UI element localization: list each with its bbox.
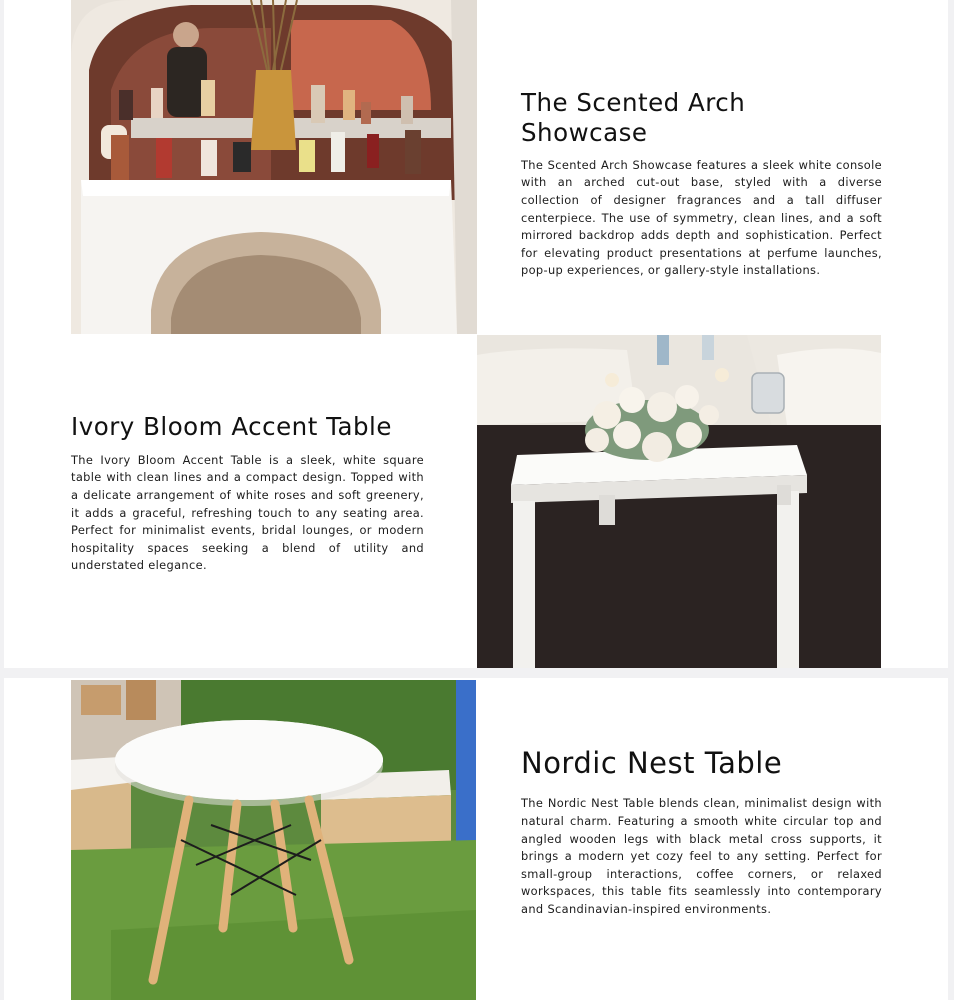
product-description: The Scented Arch Showcase features a sleek white console with an arched cut-out base, styled with a diverse collection of designer fragrances and a tall diffuser centerpiece. The use of symmetry, clean lines, and a soft mirrored backdrop adds depth and sophistication. Perfect for elevating product presentations at perfume launches, pop-up experiences, or gallery-style installations.	[521, 157, 882, 278]
nordic-nest-table-section	[521, 746, 882, 919]
product-description: The Ivory Bloom Accent Table is a sleek, white square table with clean lines and a compact design. Topped with a delicate arrangement of white roses and soft greenery, it adds a graceful, refreshing touch to any seating area. Perfect for minimalist events, bridal lounges, or modern hospitality spaces seeking a blend of utility and understated elegance.	[71, 452, 424, 573]
catalog-page-1	[4, 0, 948, 668]
ivory-bloom-accent-table-photo	[477, 335, 881, 668]
product-description: The Nordic Nest Table blends clean, minimalist design with natural charm. Featuring a smooth white circular top and angled wooden legs with black metal cross supports, it brings a modern yet cozy feel to any setting. Perfect for small-group interactions, coffee corners, or relaxed workspaces, this table fits seamlessly into contemporary and Scandinavian-inspired environments.	[521, 796, 882, 916]
scented-arch-showcase-photo	[71, 0, 477, 334]
nordic-nest-table-photo	[71, 680, 476, 1000]
product-title: Ivory Bloom Accent Table	[71, 412, 392, 441]
catalog-page-2	[4, 678, 948, 1000]
product-title: Nordic Nest Table	[521, 746, 783, 780]
scented-arch-showcase-section	[521, 88, 882, 280]
product-title: The Scented Arch Showcase	[521, 88, 746, 147]
ivory-bloom-accent-table-section	[71, 412, 424, 575]
